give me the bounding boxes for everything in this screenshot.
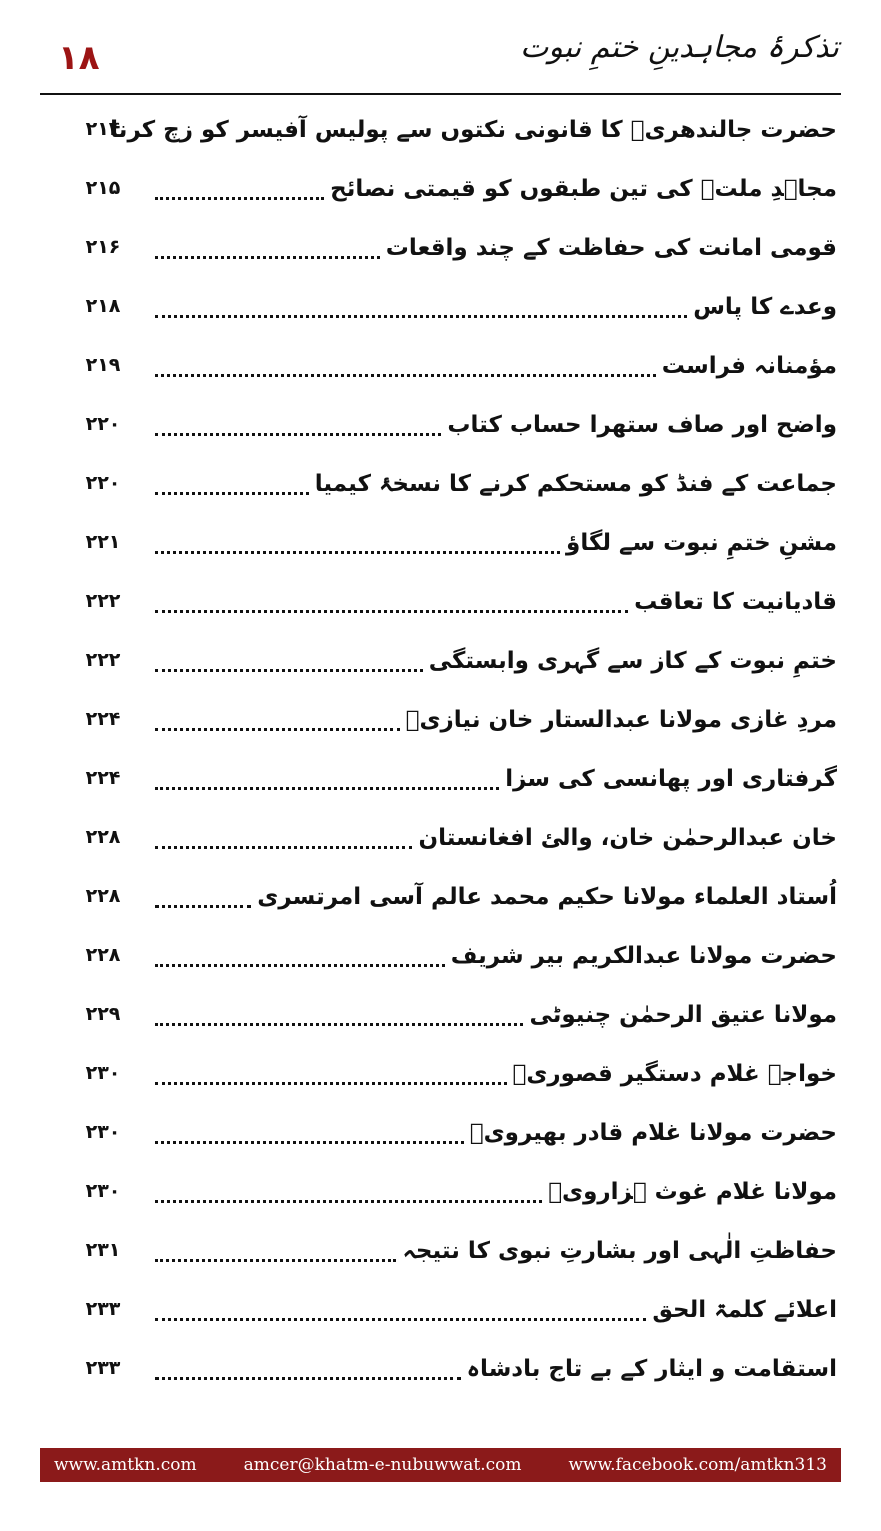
toc-entry[interactable] <box>40 875 841 934</box>
toc-entry-line <box>155 1349 837 1389</box>
toc-entry[interactable] <box>40 698 841 757</box>
toc-dot-leader <box>155 787 499 790</box>
toc-dot-leader <box>155 1200 542 1203</box>
toc-entry[interactable] <box>40 462 841 521</box>
toc-dot-leader <box>155 728 400 731</box>
toc-dot-leader <box>155 197 324 200</box>
toc-entry-page-number: ۲۳۳ <box>85 1298 121 1320</box>
toc-entry-line <box>155 818 837 858</box>
toc-entry-title: استقامت و ایثار کے بے تاج بادشاہ <box>466 1356 837 1382</box>
toc-dot-leader <box>155 1318 646 1321</box>
toc-entry-line <box>155 1113 837 1153</box>
toc-entry-page-number: ۲۳۰ <box>85 1062 121 1084</box>
toc-entry-title: مولانا غلام غوث ہزارویؒ <box>548 1179 837 1205</box>
toc-entry-line <box>155 1172 837 1212</box>
toc-entry-page-number: ۲۳۰ <box>85 1180 121 1202</box>
toc-entry-line <box>155 877 837 917</box>
toc-dot-leader <box>155 256 380 259</box>
toc-entry-line <box>155 1231 837 1271</box>
toc-entry-page-number: ۲۱۹ <box>85 354 121 376</box>
toc-entry-line <box>155 700 837 740</box>
toc-entry-title: اعلائے کلمۃ الحق <box>652 1297 837 1323</box>
toc-entry[interactable] <box>40 344 841 403</box>
toc-entry[interactable] <box>40 108 841 167</box>
toc-entry-title: واضح اور صاف ستھرا حساب کتاب <box>447 412 837 438</box>
toc-entry-page-number: ۲۲۰ <box>85 472 121 494</box>
toc-dot-leader <box>155 905 251 908</box>
toc-dot-leader <box>155 669 423 672</box>
toc-entry-page-number: ۲۲۰ <box>85 413 121 435</box>
toc-entry-line <box>155 1290 837 1330</box>
toc-entry-line <box>155 936 837 976</box>
toc-entry-page-number: ۲۲۴ <box>85 708 121 730</box>
toc-entry-page-number: ۲۲۲ <box>85 590 121 612</box>
toc-entry-line <box>110 110 837 150</box>
toc-entry[interactable] <box>40 1170 841 1229</box>
toc-entry[interactable] <box>40 993 841 1052</box>
toc-entry-line <box>155 405 837 445</box>
toc-entry-page-number: ۲۲۸ <box>85 944 121 966</box>
toc-dot-leader <box>155 492 309 495</box>
toc-entry-line <box>155 641 837 681</box>
header-divider <box>40 93 841 95</box>
toc-entry[interactable] <box>40 285 841 344</box>
toc-entry-page-number: ۲۳۳ <box>85 1357 121 1379</box>
toc-dot-leader <box>155 610 628 613</box>
toc-entry-page-number: ۲۲۸ <box>85 826 121 848</box>
toc-entry-page-number: ۲۲۸ <box>85 885 121 907</box>
toc-entry-title: قومی امانت کی حفاظت کے چند واقعات <box>385 235 837 261</box>
toc-entry-title: مشنِ ختمِ نبوت سے لگاؤ <box>566 530 837 556</box>
book-title: تذکرۂ مجاہدینِ ختمِ نبوت <box>520 30 839 65</box>
toc-entry[interactable] <box>40 167 841 226</box>
toc-entry[interactable] <box>40 1111 841 1170</box>
toc-dot-leader <box>155 433 441 436</box>
toc-dot-leader <box>155 1377 461 1380</box>
toc-entry-page-number: ۲۳۱ <box>85 1239 121 1261</box>
toc-dot-leader <box>155 964 445 967</box>
toc-entry-title: مردِ غازی مولانا عبدالستار خان نیازیؒ <box>405 707 837 733</box>
toc-entry[interactable] <box>40 1052 841 1111</box>
toc-entry-title: اُستاد العلماء مولانا حکیم محمد عالم آسی امرتسری <box>257 884 837 910</box>
toc-entry-title: حفاظتِ الٰہی اور بشارتِ نبوی کا نتیجہ <box>402 1238 837 1264</box>
toc-entry-title: حضرت مولانا غلام قادر بھیرویؒ <box>469 1120 837 1146</box>
toc-dot-leader <box>155 1259 396 1262</box>
toc-entry[interactable] <box>40 521 841 580</box>
toc-dot-leader <box>155 1141 464 1144</box>
toc-entry[interactable] <box>40 580 841 639</box>
toc-entry-page-number: ۲۱۴ <box>85 118 121 140</box>
toc-entry-line <box>155 582 837 622</box>
footer-website-link[interactable]: www.amtkn.com <box>54 1455 197 1475</box>
toc-entry-line <box>155 995 837 1035</box>
toc-entry-page-number: ۲۲۲ <box>85 649 121 671</box>
toc-entry-title: حضرت جالندھریؒ کا قانونی نکتوں سے پولیس آفیسر کو زچ کرنا <box>110 117 837 143</box>
table-of-contents <box>40 108 841 1406</box>
toc-entry-title: حضرت مولانا عبدالکریم بیر شریف <box>450 943 837 969</box>
toc-entry-title: جماعت کے فنڈ کو مستحکم کرنے کا نسخۂ کیمیا <box>314 471 837 497</box>
toc-entry-page-number: ۲۲۱ <box>85 531 121 553</box>
toc-entry-title: ختمِ نبوت کے کاز سے گہری وابستگی <box>428 648 837 674</box>
toc-entry-page-number: ۲۳۰ <box>85 1121 121 1143</box>
toc-entry[interactable] <box>40 226 841 285</box>
page-number: ۱۸ <box>58 38 100 78</box>
toc-dot-leader <box>155 1082 507 1085</box>
toc-entry[interactable] <box>40 1288 841 1347</box>
footer-email-link[interactable]: amcer@khatm-e-nubuwwat.com <box>243 1455 522 1475</box>
toc-dot-leader <box>155 315 687 318</box>
toc-entry-title: خواجہ غلام دستگیر قصوریؒ <box>512 1061 837 1087</box>
toc-entry-title: خان عبدالرحمٰن خان، والئ افغانستان <box>418 825 837 851</box>
toc-entry[interactable] <box>40 816 841 875</box>
toc-entry[interactable] <box>40 757 841 816</box>
toc-entry-page-number: ۲۱۵ <box>85 177 121 199</box>
toc-dot-leader <box>155 1023 523 1026</box>
toc-dot-leader <box>155 374 656 377</box>
toc-entry-line <box>155 464 837 504</box>
toc-entry[interactable] <box>40 1229 841 1288</box>
toc-entry-line <box>155 523 837 563</box>
toc-entry[interactable] <box>40 403 841 462</box>
toc-entry-page-number: ۲۱۶ <box>85 236 121 258</box>
toc-entry-line <box>155 759 837 799</box>
footer-facebook-link[interactable]: www.facebook.com/amtkn313 <box>568 1455 827 1475</box>
toc-entry-title: وعدے کا پاس <box>693 294 837 320</box>
page-header <box>0 0 881 95</box>
toc-entry-line <box>155 1054 837 1094</box>
toc-entry[interactable] <box>40 934 841 993</box>
toc-entry-page-number: ۲۱۸ <box>85 295 121 317</box>
toc-entry-title: مؤمنانہ فراست <box>661 353 837 379</box>
toc-entry-title: مجاہدِ ملتؒ کی تین طبقوں کو قیمتی نصائح <box>330 176 837 202</box>
toc-dot-leader <box>155 846 412 849</box>
toc-entry-line <box>155 287 837 327</box>
toc-entry-title: قادیانیت کا تعاقب <box>634 589 837 615</box>
toc-entry[interactable] <box>40 639 841 698</box>
toc-entry-line <box>155 228 837 268</box>
toc-entry-line <box>155 346 837 386</box>
toc-entry-title: گرفتاری اور پھانسی کی سزا <box>505 766 837 792</box>
toc-entry-page-number: ۲۲۴ <box>85 767 121 789</box>
toc-entry[interactable] <box>40 1347 841 1406</box>
toc-entry-page-number: ۲۲۹ <box>85 1003 121 1025</box>
toc-entry-line <box>155 169 837 209</box>
toc-entry-title: مولانا عتیق الرحمٰن چنیوٹی <box>529 1002 837 1028</box>
footer-bar <box>40 1448 841 1482</box>
toc-dot-leader <box>155 551 560 554</box>
